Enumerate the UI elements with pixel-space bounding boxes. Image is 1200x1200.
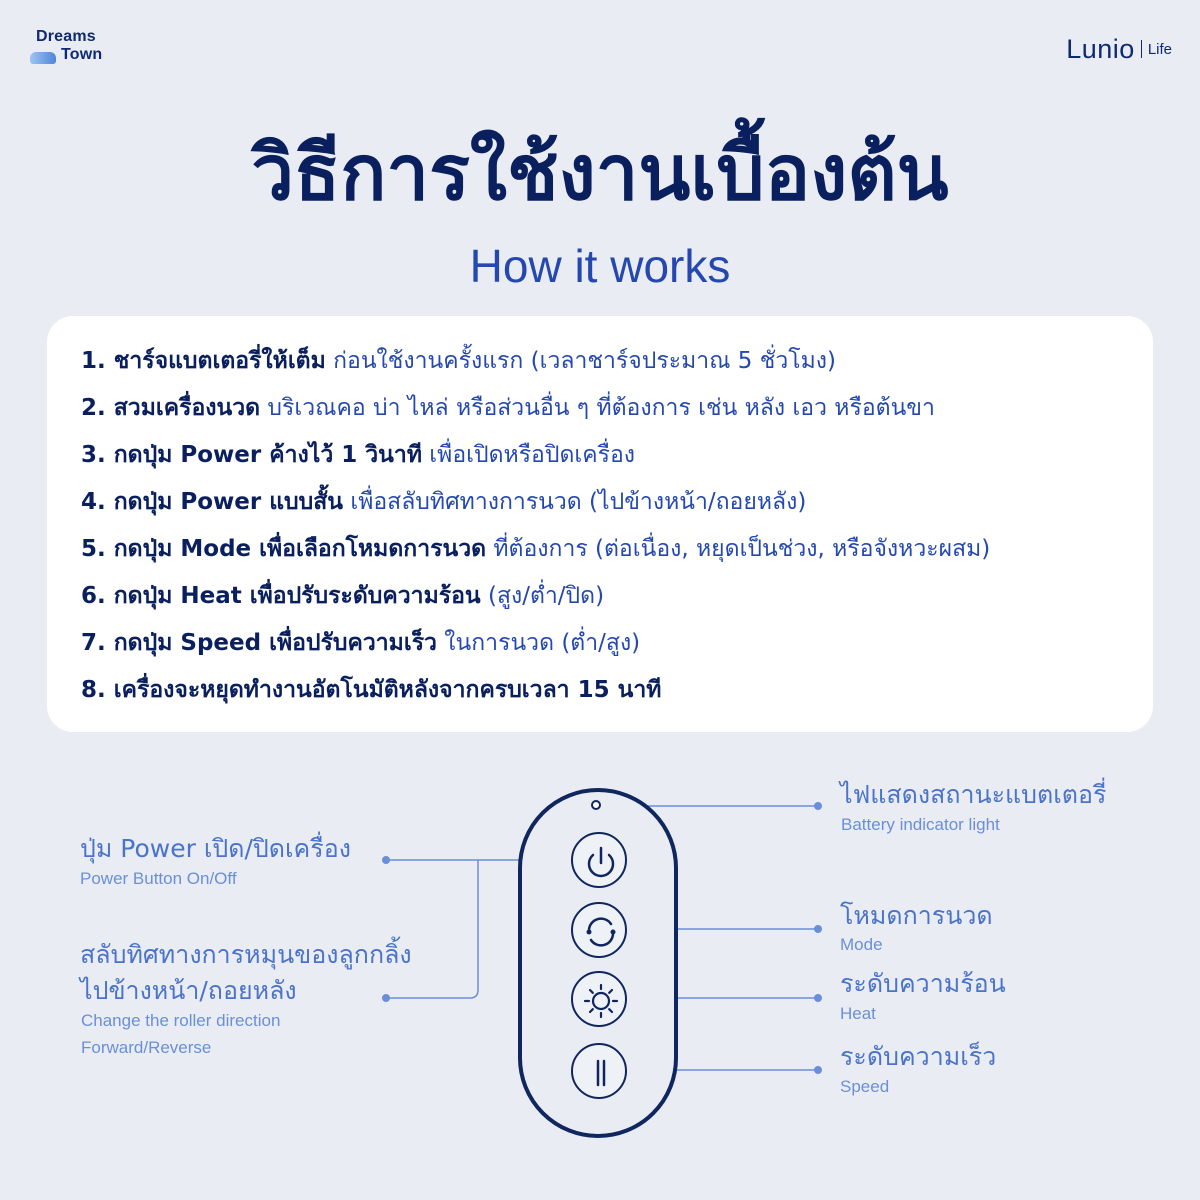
- mode-label-th: โหมดการนวด: [840, 901, 993, 930]
- power-icon: [573, 834, 629, 890]
- speed-label-en: Speed: [840, 1077, 890, 1096]
- heat-label-en: Heat: [840, 1004, 876, 1023]
- speed-label-th: ระดับความเร็ว: [840, 1042, 997, 1071]
- step-bold: 6. กดปุ่ม Heat เพื่อปรับระดับความร้อน: [81, 583, 481, 609]
- power-label-th: ปุ่ม Power เปิด/ปิดเครื่อง: [80, 834, 351, 863]
- sun-heat-icon: [573, 973, 629, 1029]
- page-title: วิธีการใช้งานเบื้องต้น: [251, 128, 949, 217]
- logo-text-life: Life: [1147, 40, 1172, 58]
- direction-label-th-2: ไปข้างหน้า/ถอยหลัง: [80, 976, 297, 1005]
- mode-button[interactable]: [571, 902, 627, 958]
- step-bold: 3. กดปุ่ม Power ค้างไว้ 1 วินาที: [81, 442, 422, 468]
- logo-text-lunio: Lunio: [1066, 33, 1135, 64]
- speed-button[interactable]: [571, 1043, 627, 1099]
- step-bold: 7. กดปุ่ม Speed เพื่อปรับความเร็ว: [81, 630, 437, 656]
- battery-label-th: ไฟแสดงสถานะแบตเตอรี่: [840, 780, 1107, 809]
- step-bold: 5. กดปุ่ม Mode เพื่อเลือกโหมดการนวด: [81, 536, 487, 562]
- speed-bars-icon: [573, 1045, 629, 1101]
- step-bold: 8. เครื่องจะหยุดทำงานอัตโนมัติหลังจากครบเวลา 15 นาที: [81, 677, 662, 703]
- heat-button[interactable]: [571, 971, 627, 1027]
- step-rest: ในการนวด (ต่ำ/สูง): [436, 630, 641, 656]
- battery-label-en: Battery indicator light: [841, 815, 1000, 834]
- step-rest: ก่อนใช้งานครั้งแรก (เวลาชาร์จประมาณ 5 ชั่วโมง): [325, 348, 836, 374]
- logo-text-dreams: Dreams: [36, 28, 96, 45]
- power-label-en: Power Button On/Off: [80, 869, 237, 888]
- direction-label-en-1: Change the roller direction: [81, 1011, 281, 1030]
- step-bold: 1. ชาร์จแบตเตอรี่ให้เต็ม: [81, 348, 326, 374]
- direction-label-th-1: สลับทิศทางการหมุนของลูกกลิ้ง: [80, 940, 412, 969]
- step-bold: 4. กดปุ่ม Power แบบสั้น: [81, 489, 344, 515]
- step-rest: (สูง/ต่ำ/ปิด): [480, 583, 605, 609]
- battery-indicator-light: [591, 800, 601, 810]
- logo-text-town: Town: [61, 46, 103, 63]
- mode-cycle-icon: [573, 904, 629, 960]
- step-rest: เพื่อสลับทิศทางการนวด (ไปข้างหน้า/ถอยหลัง): [343, 489, 807, 515]
- step-rest: บริเวณคอ บ่า ไหล่ หรือส่วนอื่น ๆ ที่ต้องการ เช่น หลัง เอว หรือต้นขา: [260, 395, 935, 421]
- page-subtitle: How it works: [469, 240, 731, 292]
- step-rest: เพื่อเปิดหรือปิดเครื่อง: [421, 442, 636, 468]
- step-bold: 2. สวมเครื่องนวด: [81, 395, 261, 421]
- heat-label-th: ระดับความร้อน: [840, 969, 1006, 998]
- power-button[interactable]: [571, 832, 627, 888]
- mode-label-en: Mode: [840, 935, 883, 954]
- step-rest: ที่ต้องการ (ต่อเนื่อง, หยุดเป็นช่วง, หรือจังหวะผสม): [486, 536, 991, 562]
- direction-label-en-2: Forward/Reverse: [81, 1038, 212, 1057]
